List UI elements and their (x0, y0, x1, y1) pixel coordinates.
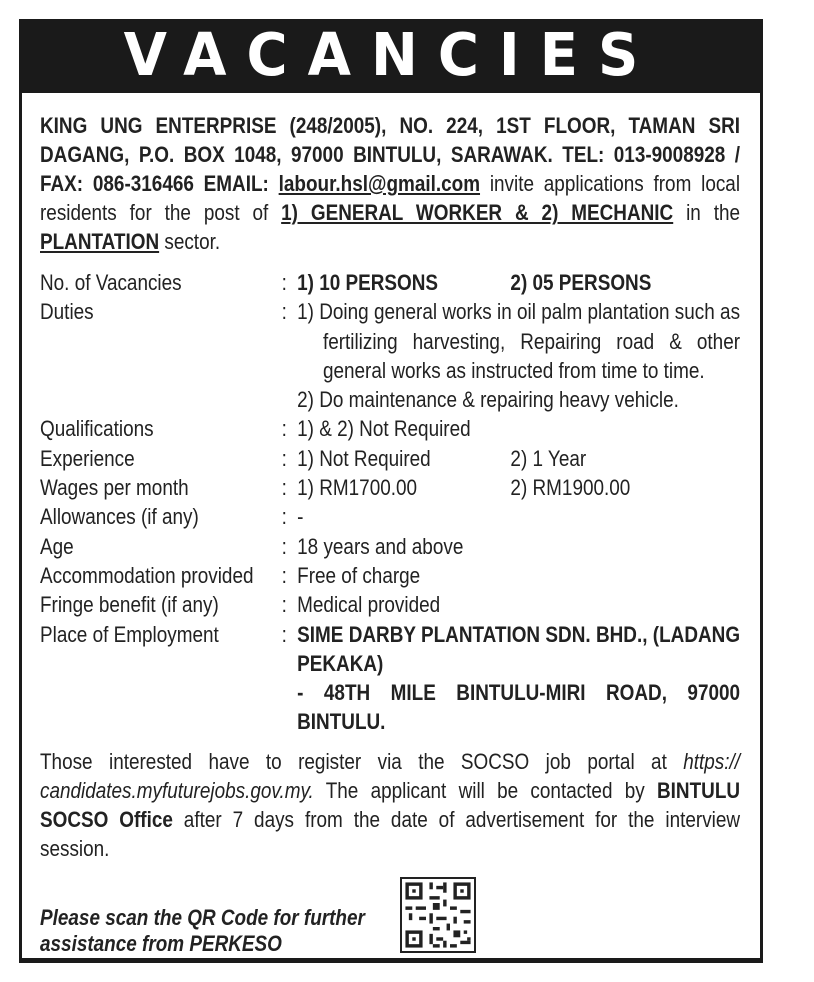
detail-label: Qualifications (40, 416, 154, 442)
intro-text-3: sector. (159, 229, 221, 254)
detail-value: Medical provided (297, 592, 441, 618)
vacancies-mechanic: 2) 05 PERSONS (510, 270, 652, 295)
detail-colon: : (281, 562, 287, 588)
detail-value (297, 444, 740, 473)
detail-row-vacancies (40, 268, 740, 297)
intro-paragraph (40, 111, 740, 256)
detail-value: 18 years and above (297, 533, 464, 559)
qr-code-icon[interactable] (400, 877, 476, 953)
scan-note: Please scan the QR Code for further assistance from PERKESO (40, 905, 365, 956)
vacancies-general-worker: 1) 10 PERSONS (297, 270, 439, 295)
outro-text: Those interested have to register via the SOCSO job portal at (40, 748, 684, 774)
page-title: VACANCIES (123, 20, 659, 90)
intro-text: invite applications from local residents for the post of (40, 171, 741, 225)
advertisement-body (22, 93, 760, 958)
detail-colon: : (281, 592, 287, 618)
job-portal-link[interactable]: https:// candidates.myfuturejobs.gov.my. (40, 748, 741, 803)
detail-label: Duties (40, 299, 94, 325)
detail-row-place (40, 620, 740, 737)
email-link[interactable]: labour.hsl@gmail.com (278, 171, 481, 196)
detail-label: Accommodation provided (40, 562, 254, 588)
vacancies-banner (19, 19, 763, 91)
detail-label: Wages per month (40, 475, 189, 501)
detail-value: 1) & 2) Not Required (297, 416, 471, 442)
duty-general-worker: 1) Doing general works in oil palm plantation such as fertilizing harvesting, Repairing road & other general works as instructed from time to time. (297, 299, 741, 383)
qr-code-graphic (402, 879, 474, 951)
intro-text-2: in the (673, 200, 741, 225)
detail-value: - (297, 504, 304, 530)
detail-row-wages (40, 473, 740, 502)
detail-colon: : (281, 270, 287, 295)
outro-text-2: The applicant will be contacted by (313, 777, 658, 803)
company-details: KING UNG ENTERPRISE (248/2005), NO. 224, 1ST FLOOR, TAMAN SRI DAGANG, P.O. BOX 1048, 97000 BINTULU, SARAWAK. TEL: 013-9008928 / FAX: 086-316466 EMAIL: (40, 113, 741, 196)
detail-row-allowances (40, 502, 740, 531)
detail-row-duties (40, 297, 740, 414)
detail-colon: : (281, 621, 287, 647)
detail-colon: : (281, 445, 287, 471)
detail-value (297, 473, 740, 502)
advertisement-frame (19, 19, 763, 963)
detail-row-fringe (40, 590, 740, 619)
detail-value (297, 620, 740, 737)
detail-row-accommodation (40, 561, 740, 590)
detail-colon: : (281, 299, 287, 325)
sector-text: PLANTATION (40, 229, 160, 254)
detail-label: Age (40, 533, 74, 559)
job-details (40, 268, 740, 737)
detail-colon: : (281, 504, 287, 530)
detail-colon: : (281, 533, 287, 559)
detail-value (297, 297, 740, 414)
socso-office: BINTULU SOCSO Office (40, 777, 741, 832)
detail-label: Allowances (if any) (40, 504, 199, 530)
outro-paragraph (40, 747, 740, 863)
wages-mechanic: 2) RM1900.00 (510, 475, 631, 501)
detail-row-experience (40, 444, 740, 473)
experience-mechanic: 2) 1 Year (510, 445, 587, 471)
detail-colon: : (281, 475, 287, 501)
detail-row-age (40, 532, 740, 561)
detail-label: Place of Employment (40, 621, 219, 647)
employer-address: - 48TH MILE BINTULU-MIRI ROAD, 97000 BINTULU. (297, 680, 741, 735)
detail-value: Free of charge (297, 562, 421, 588)
experience-general-worker: 1) Not Required (297, 445, 431, 471)
detail-label: No. of Vacancies (40, 270, 182, 295)
detail-colon: : (281, 416, 287, 442)
detail-value (297, 268, 740, 297)
employer-name: SIME DARBY PLANTATION SDN. BHD., (LADANG PEKAKA) (297, 621, 741, 676)
posts-text: 1) GENERAL WORKER & 2) MECHANIC (281, 200, 674, 225)
detail-label: Experience (40, 445, 135, 471)
duty-mechanic: 2) Do maintenance & repairing heavy vehicle. (297, 387, 679, 413)
detail-row-qualifications (40, 414, 740, 443)
detail-label: Fringe benefit (if any) (40, 592, 219, 618)
outro-text-3: after 7 days from the date of advertisement for the interview session. (40, 806, 741, 861)
wages-general-worker: 1) RM1700.00 (297, 475, 418, 501)
